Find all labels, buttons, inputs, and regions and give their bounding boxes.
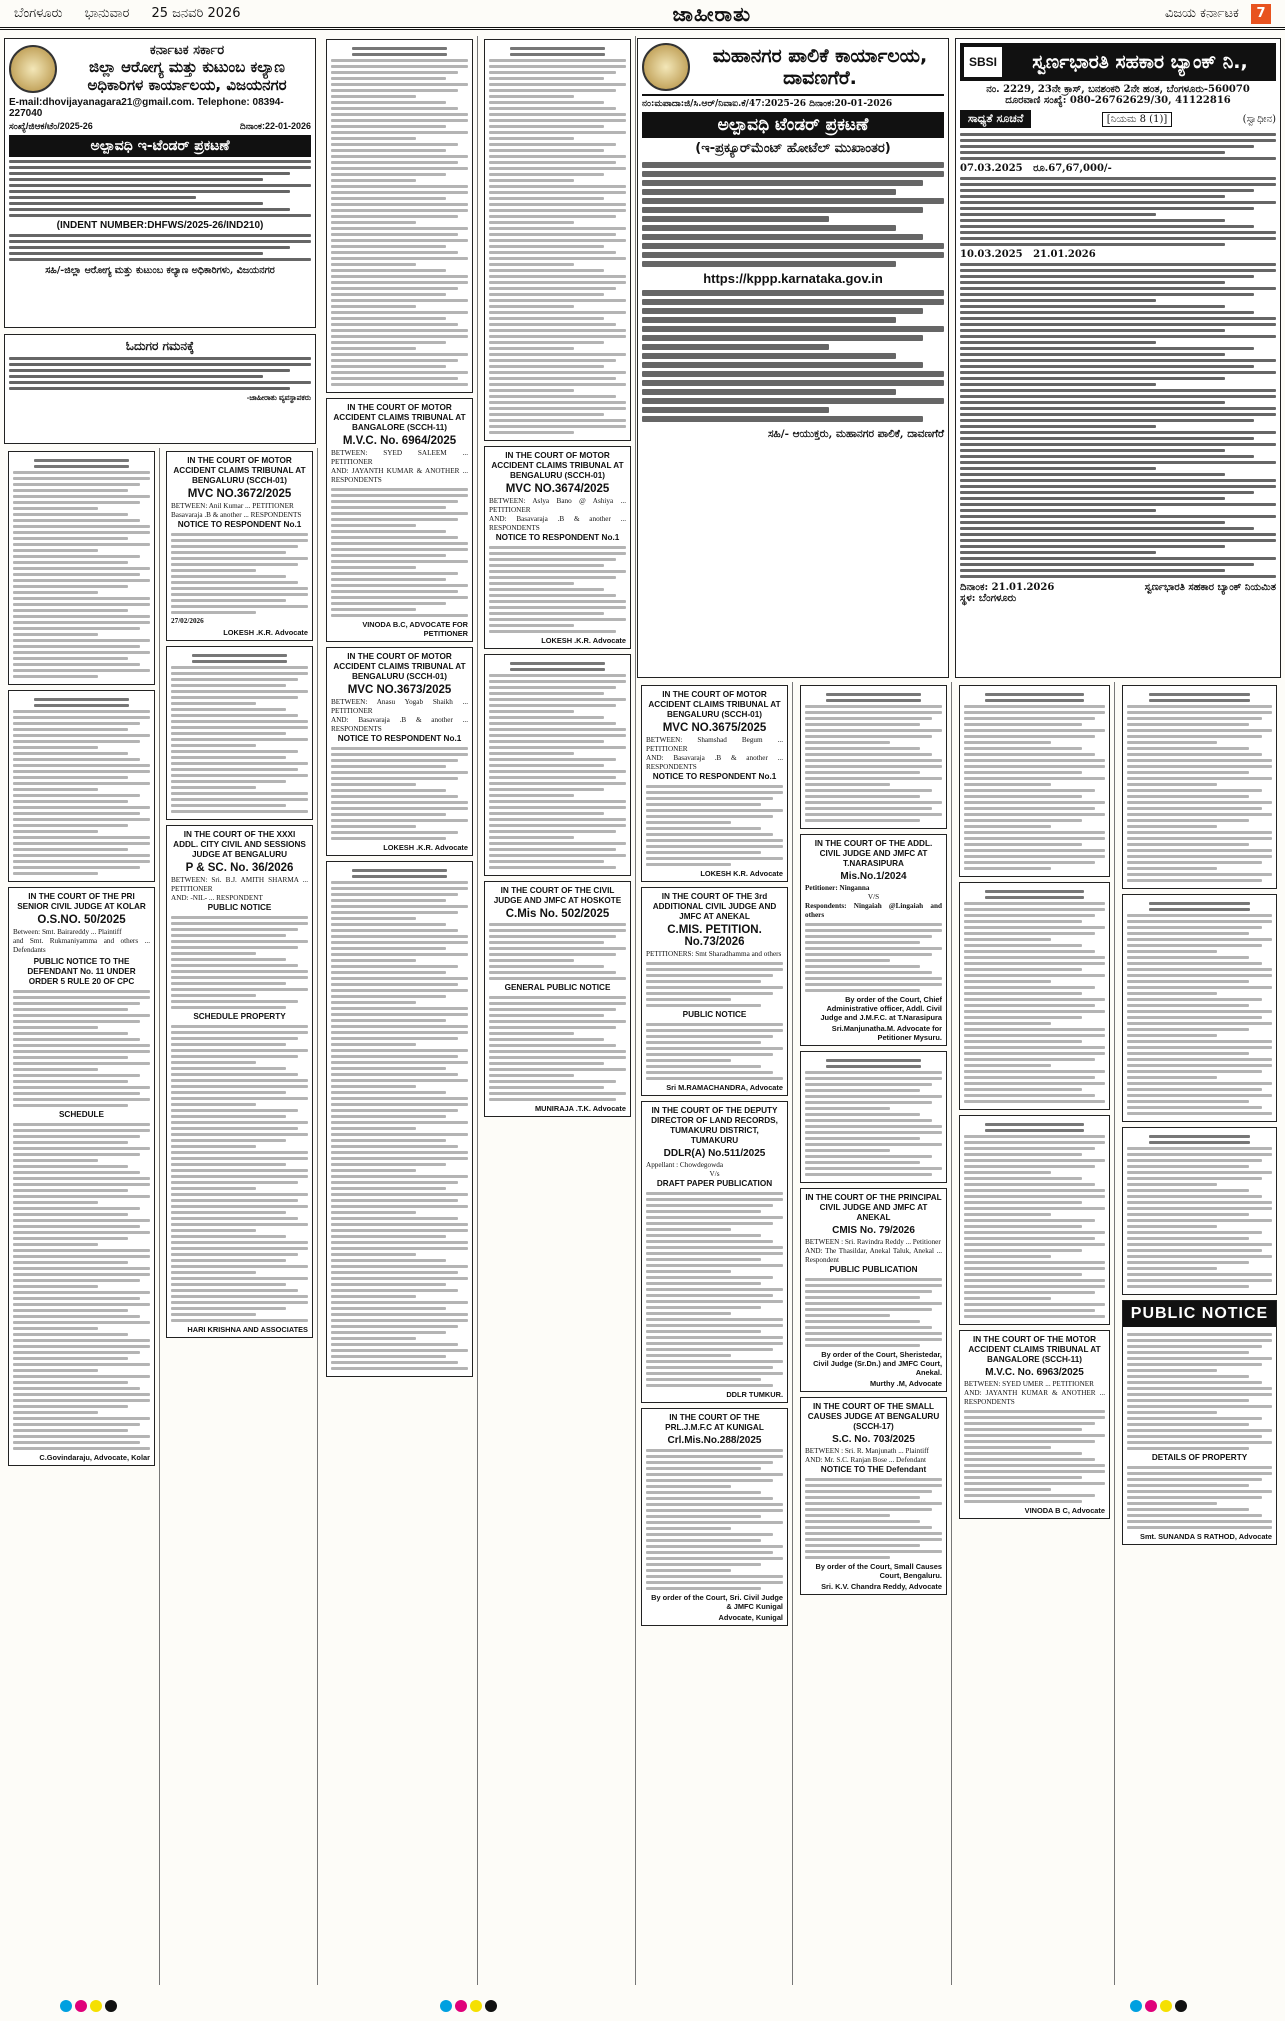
column-4 xyxy=(480,36,636,1985)
city-civil-case: P & SC. No. 36/2026 xyxy=(185,862,294,874)
corporation-tender-ad xyxy=(637,38,949,678)
dlr-case: DDLR(A) No.511/2025 xyxy=(663,1148,766,1159)
mact1-case: MVC NO.3672/2025 xyxy=(187,488,292,500)
masthead-city: ಬೆಂಗಳೂರು xyxy=(14,6,63,21)
kannada-notice-5 xyxy=(326,861,473,1377)
masthead-section: ವಿಜಯ ಕರ್ನಾಟಕ xyxy=(1164,5,1239,21)
dlr-court: IN THE COURT OF THE DEPUTY DIRECTOR OF LAND RECORDS, TUMAKURU DISTRICT, TUMAKURU xyxy=(651,1106,778,1145)
mact-3675-advocate: LOKESH K.R. Advocate xyxy=(700,869,783,878)
health-body xyxy=(9,160,311,217)
mact-6964-respondent: AND: JAYANTH KUMAR & ANOTHER ... RESPONDENTS xyxy=(331,467,468,484)
kannada-notice-15 xyxy=(1122,1127,1277,1295)
mact-3674-notice: NOTICE TO RESPONDENT No.1 xyxy=(495,533,620,542)
small-causes-notice: NOTICE TO THE Defendant xyxy=(820,1465,927,1474)
city-civil-advocate: HARI KRISHNA AND ASSOCIATES xyxy=(187,1325,308,1334)
kannada-notice-11 xyxy=(959,882,1110,1110)
health-header1: ಕರ್ನಾಟಕ ಸರ್ಕಾರ xyxy=(149,43,225,58)
bank-footer xyxy=(960,582,1276,604)
public-notice-schedule: DETAILS OF PROPERTY xyxy=(1151,1453,1248,1462)
tnarasipura-case: Mis.No.1/2024 xyxy=(840,871,907,882)
mact-6964-advocate: VINODA B.C, ADVOCATE FOR PETITIONER xyxy=(362,620,468,638)
kannada-notice-3 xyxy=(166,646,313,820)
small-causes-court xyxy=(800,1397,947,1595)
mact-6964-between: BETWEEN: SYED SALEEM ... PETITIONER xyxy=(331,449,468,466)
pri-senior-advocate: C.Govindaraju, Advocate, Kolar xyxy=(39,1453,150,1462)
mact1-between: BETWEEN: Anil Kumar ... PETITIONER xyxy=(171,502,294,510)
bank-date1: 07.03.2025 xyxy=(960,163,1023,174)
principal-anekal-advocate: Murthy .M, Advocate xyxy=(870,1379,942,1388)
mact1-court: IN THE COURT OF MOTOR ACCIDENT CLAIMS TRIBUNAL AT BENGALURU (SCCH-01) xyxy=(173,456,306,485)
masthead-left xyxy=(14,6,259,21)
small-causes-sign: By order of the Court, Small Causes Court, Bengaluru. xyxy=(815,1562,942,1580)
corp-footer: ಸಹಿ/- ಆಯುಕ್ತರು, ಮಹಾನಗರ ಪಾಲಿಕೆ, ದಾವಣಗೆರೆ xyxy=(767,428,944,440)
mact-3673 xyxy=(326,647,473,856)
mact-3673-respondent: AND: Basavaraja .B & another ... RESPONDENTS xyxy=(331,716,468,733)
kannada-notice-13 xyxy=(1122,685,1277,889)
pri-senior-and: and Smt. Rukmaniyamma and others ... Defendants xyxy=(13,937,150,954)
karnataka-emblem-icon xyxy=(9,45,57,93)
mact-3675-respondent: AND: Basavaraja .B & another ... RESPONDENTS xyxy=(646,754,783,771)
health-ref: ಸಂಖ್ಯೆ/ಜಿಆಕ/ಟೆಂ/2025-26 xyxy=(9,121,93,131)
mact-6963-case: M.V.C. No. 6963/2025 xyxy=(985,1367,1084,1378)
readers-note-box xyxy=(4,334,316,444)
civil-hoskote-case: C.Mis No. 502/2025 xyxy=(505,908,610,920)
public-notice xyxy=(1122,1300,1277,1545)
reg-mark-cyan xyxy=(60,2000,72,2012)
small-causes-court-name: IN THE COURT OF THE SMALL CAUSES JUDGE AT BENGALURU (SCCH-17) xyxy=(807,1402,940,1431)
mact-3675-court: IN THE COURT OF MOTOR ACCIDENT CLAIMS TRIBUNAL AT BENGALURU (SCCH-01) xyxy=(648,690,781,719)
city-civil-court-notice xyxy=(166,825,313,1338)
small-causes-between: BETWEEN : Sri. R. Manjunath ... Plaintiff xyxy=(805,1447,929,1455)
dlr-tumakuru xyxy=(641,1101,788,1403)
mact-3673-notice: NOTICE TO RESPONDENT No.1 xyxy=(337,734,462,743)
city-civil-schedule: SCHEDULE PROPERTY xyxy=(193,1012,286,1021)
health-office-tender-ad xyxy=(4,38,316,328)
masthead-weekday: ಭಾನುವಾರ xyxy=(84,6,130,21)
tnarasipura-vs: V/S xyxy=(867,893,880,901)
tnarasipura-respondent: Respondents: Ningaiah @Lingaiah and others xyxy=(805,902,942,919)
dlr-sign: DDLR TUMKUR. xyxy=(726,1390,783,1399)
reg-mark-black xyxy=(105,2000,117,2012)
bank-header xyxy=(960,43,1276,81)
principal-anekal-case: CMIS No. 79/2026 xyxy=(832,1225,915,1236)
readers-note-title: ಓದುಗರ ಗಮನಕ್ಕೆ xyxy=(125,339,195,353)
bank-date2: 10.03.2025 xyxy=(960,249,1023,260)
health-header-text xyxy=(63,43,311,94)
pri-senior-civil-kolar xyxy=(8,887,155,1466)
tnarasipura-petitioner: Petitioner: Ninganna xyxy=(805,884,870,892)
principal-anekal-notice: PUBLIC PUBLICATION xyxy=(829,1265,918,1274)
corp-header2: ದಾವಣಗೆರೆ. xyxy=(783,67,857,89)
mact1-respondent: Basavaraja .B & another ... RESPONDENTS xyxy=(171,511,302,519)
bank-body xyxy=(960,133,1276,160)
bank-date3: 21.01.2026 xyxy=(1033,249,1096,260)
health-header3: ಅಧಿಕಾರಿಗಳ ಕಾರ್ಯಾಲಯ, ವಿಜಯನಗರ xyxy=(87,76,287,94)
bank-logo-icon: SBSI xyxy=(964,47,1002,77)
dlr-notice: DRAFT PAPER PUBLICATION xyxy=(656,1179,773,1188)
civil-hoskote xyxy=(484,881,631,1117)
kannada-notice-10 xyxy=(959,685,1110,877)
city-civil-between: BETWEEN: Sri. B.J. AMITH SHARMA ... PETITIONER xyxy=(171,876,308,893)
health-header xyxy=(9,43,311,94)
mact1-notice: NOTICE TO RESPONDENT No.1 xyxy=(177,520,302,529)
health-header2: ಜಿಲ್ಲಾ ಆರೋಗ್ಯ ಮತ್ತು ಕುಟುಂಬ ಕಲ್ಯಾಣ xyxy=(89,58,285,76)
corp-body xyxy=(642,162,944,267)
column-6 xyxy=(796,682,952,1985)
masthead xyxy=(0,0,1285,30)
addl-civil-anekal-court: IN THE COURT OF THE 3rd ADDITIONAL CIVIL JUDGE AND JMFC AT ANEKAL xyxy=(652,892,777,921)
prl-jmfc-kunigal xyxy=(641,1408,788,1626)
addl-civil-anekal-advocate: Sri M.RAMACHANDRA, Advocate xyxy=(666,1083,783,1092)
corp-header1: ಮಹಾನಗರ ಪಾಲಿಕೆ ಕಾರ್ಯಾಲಯ, xyxy=(712,45,928,67)
registration-marks-center xyxy=(440,1999,500,2013)
mact-6964-case: M.V.C. No. 6964/2025 xyxy=(342,435,457,447)
corp-title: ಅಲ್ಪಾವಧಿ ಟೆಂಡರ್ ಪ್ರಕಟಣೆ xyxy=(642,112,944,138)
reg-mark-magenta xyxy=(75,2000,87,2012)
bank-phone: ದೂರವಾಣಿ ಸಂಖ್ಯೆ: 080-26762629/30, 41122816 xyxy=(1005,95,1231,106)
dlr-appellant: Appellant : Chowdegowda xyxy=(646,1161,724,1169)
mact1-advocate: LOKESH .K.R. Advocate xyxy=(223,628,308,637)
mact-6963-advocate: VINODA B C, Advocate xyxy=(1024,1506,1105,1515)
tnarasipura-sign: By order of the Court, Chief Administrative officer, Addl. Civil Judge and J.M.F.C. at T.Narasipura xyxy=(820,995,942,1022)
small-causes-case: S.C. No. 703/2025 xyxy=(832,1434,915,1445)
kunigal-advocate: Advocate, Kunigal xyxy=(718,1613,783,1622)
kannada-notice-12 xyxy=(959,1115,1110,1325)
kannada-notice-4 xyxy=(326,39,473,393)
mact-3672 xyxy=(166,451,313,641)
mact-3675 xyxy=(641,685,788,882)
corporation-emblem-icon xyxy=(642,43,690,91)
kannada-notice-1 xyxy=(8,451,155,685)
column-7 xyxy=(955,682,1115,1985)
health-footer: ಸಹಿ/-ಜಿಲ್ಲಾ ಆರೋಗ್ಯ ಮತ್ತು ಕುಟುಂಬ ಕಲ್ಯಾಣ ಅಧಿಕಾರಿಗಳು, ವಿಜಯನಗರ xyxy=(45,265,275,276)
small-causes-advocate: Sri. K.V. Chandra Reddy, Advocate xyxy=(821,1582,942,1591)
bank-name: ಸ್ವರ್ಣಭಾರತಿ ಸಹಕಾರ ಬ್ಯಾಂಕ್ ನಿ., xyxy=(1032,51,1248,73)
kannada-notice-8 xyxy=(800,685,947,829)
corp-header xyxy=(642,43,944,96)
column-8 xyxy=(1118,682,1281,1985)
registration-marks-right xyxy=(1130,1999,1190,2013)
bank-address: ನಂ. 2229, 23ನೇ ಕ್ರಾಸ್, ಬನಶಂಕರಿ 2ನೇ ಹಂತ, ಬೆಂಗಳೂರು-560070 xyxy=(986,84,1250,95)
bank-amount: ರೂ.67,67,000/- xyxy=(1033,163,1112,174)
bank-rule: [ನಿಯಮ 8 (1)] xyxy=(1102,112,1172,127)
mact-3673-case: MVC NO.3673/2025 xyxy=(347,684,452,696)
readers-note-sign: -ಜಾಹೀರಾತು ವ್ಯವಸ್ಥಾಪಕರು xyxy=(246,393,311,402)
mact-6963-court: IN THE COURT OF THE MOTOR ACCIDENT CLAIMS TRIBUNAL AT BANGALORE (SCCH-11) xyxy=(968,1335,1101,1364)
mact-3674-respondent: AND: Basavaraja .B & another ... RESPONDENTS xyxy=(489,515,626,532)
column-5 xyxy=(637,682,793,1985)
masthead-title: ಜಾಹೀರಾತು xyxy=(672,1,752,26)
mact-3673-between: BETWEEN: Anasu Yogab Shaikh ... PETITIONER xyxy=(331,698,468,715)
addl-civil-anekal xyxy=(641,887,788,1096)
health-indent-number: (INDENT NUMBER:DHFWS/2025-26/IND210) xyxy=(56,220,264,231)
mact-3674-court: IN THE COURT OF MOTOR ACCIDENT CLAIMS TRIBUNAL AT BENGALURU (SCCH-01) xyxy=(491,451,624,480)
pri-senior-case: O.S.NO. 50/2025 xyxy=(37,914,126,926)
pri-senior-notice: PUBLIC NOTICE TO THE DEFENDANT No. 11 UNDER ORDER 5 RULE 20 OF CPC xyxy=(27,957,136,986)
reg-mark-yellow xyxy=(90,2000,102,2012)
civil-hoskote-advocate: MUNIRAJA .T.K. Advocate xyxy=(534,1104,626,1113)
city-civil-public-notice: PUBLIC NOTICE xyxy=(207,903,272,912)
bank-possession: (ಸ್ವಾಧೀನ) xyxy=(1242,113,1276,125)
mact-3674-case: MVC NO.3674/2025 xyxy=(505,483,610,495)
column-3 xyxy=(322,36,478,1985)
bank-footer-date: ದಿನಾಂಕ: 21.01.2026 xyxy=(960,582,1055,593)
principal-anekal-respondent: AND: The Thasildar, Anekal Taluk, Anekal ... Respondent xyxy=(805,1247,942,1264)
masthead-date: 25 ಜನವರಿ 2026 xyxy=(151,6,241,21)
kannada-notice-9 xyxy=(800,1051,947,1183)
mact-3673-advocate: LOKESH .K.R. Advocate xyxy=(383,843,468,852)
pri-senior-between: Between: Smt. Bairareddy ... Plaintiff xyxy=(13,928,122,936)
bank-footer-place: ಸ್ಥಳ: ಬೆಂಗಳೂರು xyxy=(960,593,1017,604)
city-civil-respondent: AND: -NIL- ... RESPONDENT xyxy=(171,894,263,902)
mact-3675-notice: NOTICE TO RESPONDENT No.1 xyxy=(652,772,777,781)
bank-footer-sign: ಸ್ವರ್ಣಭಾರತಿ ಸಹಕಾರ ಬ್ಯಾಂಕ್ ನಿಯಮಿತ xyxy=(1144,582,1276,593)
kannada-notice-6 xyxy=(484,39,631,441)
addl-civil-anekal-petitioner: PETITIONERS: Smt Sharadhamma and others xyxy=(646,950,782,958)
mact-3674-advocate: LOKESH .K.R. Advocate xyxy=(541,636,626,645)
mact-6964-court: IN THE COURT OF MOTOR ACCIDENT CLAIMS TRIBUNAL AT BANGALORE (SCCH-11) xyxy=(333,403,466,432)
mact-3674-between: BETWEEN: Aslya Bano @ Ashiya ... PETITIONER xyxy=(489,497,626,514)
kannada-notice-7 xyxy=(484,654,631,876)
kannada-notice-14 xyxy=(1122,894,1277,1122)
civil-hoskote-notice: GENERAL PUBLIC NOTICE xyxy=(504,983,611,992)
bank-notice-title: ಸಾಧ್ಯತೆ ಸೂಚನೆ xyxy=(960,110,1031,128)
corp-url: https://kppp.karnataka.gov.in xyxy=(703,271,883,286)
bank-possession-notice xyxy=(955,38,1281,678)
mact-3675-case: MVC NO.3675/2025 xyxy=(662,722,767,734)
mact-3675-between: BETWEEN: Shamshad Begum ... PETITIONER xyxy=(646,736,783,753)
tnarasipura-advocate: Sri.Manjunatha.M. Advocate for Petitioner Mysuru. xyxy=(831,1024,942,1042)
page-number: 7 xyxy=(1251,4,1271,24)
mact-6963 xyxy=(959,1330,1110,1519)
principal-anekal-petitioner: BETWEEN : Sri. Ravindra Reddy ... Petitioner xyxy=(805,1238,941,1246)
corp-ref: ನಂ:ಮಪಾದಾ:ಜಿ/ಸಿ.ಆರ್/ನಿವಾಐ.ಕೆ/47:2025-26 ದಿನಾಂಕ:20-01-2026 xyxy=(642,99,893,109)
kunigal-case: Crl.Mis.No.288/2025 xyxy=(667,1435,762,1446)
principal-civil-anekal xyxy=(800,1188,947,1392)
addl-civil-anekal-case: C.MIS. PETITION. No.73/2026 xyxy=(667,924,762,948)
mact-3674 xyxy=(484,446,631,649)
column-1 xyxy=(4,448,160,1985)
kunigal-court: IN THE COURT OF THE PRL.J.M.F.C AT KUNIGAL xyxy=(665,1413,764,1432)
public-notice-sign: Smt. SUNANDA S RATHOD, Advocate xyxy=(1140,1532,1272,1541)
addl-civil-tnarasipura xyxy=(800,834,947,1046)
mact-3673-court: IN THE COURT OF MOTOR ACCIDENT CLAIMS TRIBUNAL AT BENGALURU (SCCH-01) xyxy=(333,652,466,681)
masthead-right xyxy=(1165,4,1271,24)
city-civil-court: IN THE COURT OF THE XXXI ADDL. CITY CIVIL AND SESSIONS JUDGE AT BENGALURU xyxy=(173,830,306,859)
health-ref-row xyxy=(9,121,311,132)
principal-anekal-court: IN THE COURT OF THE PRINCIPAL CIVIL JUDGE AND JMFC AT ANEKAL xyxy=(805,1193,942,1222)
corp-subtitle: (ಇ-ಪ್ರಕ್ಯೂರ್‌ಮೆಂಟ್ ಹೋಟೆಲ್ ಮುಖಾಂತರ) xyxy=(695,141,891,156)
health-tender-title: ಅಲ್ಪಾವಧಿ ಇ-ಟೆಂಡರ್ ಪ್ರಕಟಣೆ xyxy=(9,135,311,157)
dlr-vs: V/s xyxy=(709,1170,720,1178)
kannada-notice-2 xyxy=(8,690,155,882)
kunigal-sign: By order of the Court, Sri. Civil Judge & JMFC Kunigal xyxy=(651,1593,783,1611)
tnarasipura-court: IN THE COURT OF THE ADDL. CIVIL JUDGE AND JMFC AT T.NARASIPURA xyxy=(814,839,933,868)
bank-notice-row xyxy=(960,110,1276,128)
registration-marks-left xyxy=(60,1999,120,2013)
small-causes-and: AND: Mr. S.C. Ranjan Bose ... Defendant xyxy=(805,1456,926,1464)
health-email: E-mail:dhovijayanagara21@gmail.com. Telephone: 08394-227040 xyxy=(9,97,284,119)
mact-6964 xyxy=(326,398,473,642)
addl-civil-anekal-notice: PUBLIC NOTICE xyxy=(682,1010,747,1019)
mact-6963-between: BETWEEN: SYED UMER ... PETITIONER xyxy=(964,1380,1094,1388)
pri-senior-schedule: SCHEDULE xyxy=(58,1110,105,1119)
principal-anekal-sign: By order of the Court, Sheristedar, Civil Judge (Sr.Dn.) and JMFC Court, Anekal. xyxy=(813,1350,942,1377)
pri-senior-court: IN THE COURT OF THE PRI SENIOR CIVIL JUDGE AT KOLAR xyxy=(17,892,146,911)
public-notice-title: PUBLIC NOTICE xyxy=(1123,1301,1276,1327)
health-date: ದಿನಾಂಕ:22-01-2026 xyxy=(239,121,311,131)
mact-6963-respondent: AND: JAYANTH KUMAR & ANOTHER ... RESPONDENTS xyxy=(964,1389,1105,1406)
mact1-date: 27/02/2026 xyxy=(171,617,204,625)
column-2 xyxy=(162,448,318,1985)
civil-hoskote-court: IN THE COURT OF THE CIVIL JUDGE AND JMFC AT HOSKOTE xyxy=(493,886,622,905)
